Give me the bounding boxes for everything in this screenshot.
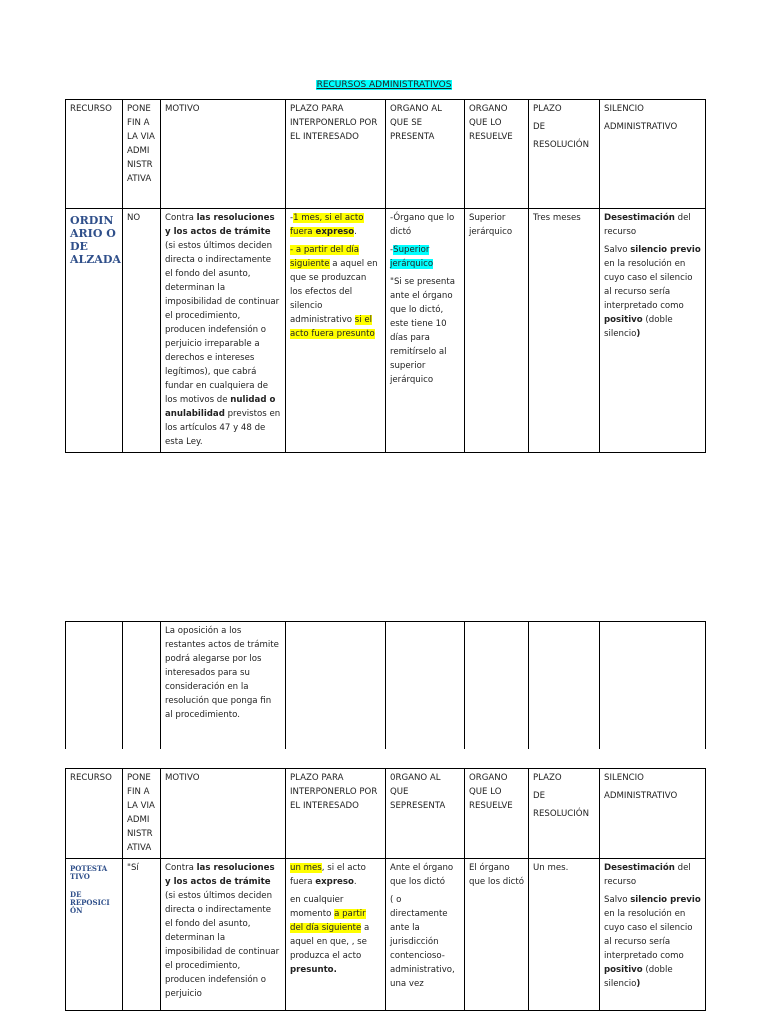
plazo-text: en cualquier momento <box>290 895 344 919</box>
header-motivo: MOTIVO <box>161 769 286 859</box>
silencio-bold: positivo <box>604 965 643 975</box>
cell-silencio-empty <box>600 622 706 750</box>
silencio-text: (doble silencio <box>604 965 673 989</box>
header-plazo-res-line3: RESOLUCIÓN <box>533 140 589 150</box>
table-row-continuation <box>66 622 706 750</box>
plazo-dot: . <box>353 877 357 887</box>
header-plazo-res-line2: DE <box>533 791 546 801</box>
silencio-bold: silencio previo <box>630 245 701 255</box>
plazo-highlight: - a partir del día siguiente <box>290 245 360 269</box>
silencio-text: en la resolución en cuyo caso el silencio al recurso sería interpretado como <box>604 259 693 311</box>
header-motivo: MOTIVO <box>161 100 286 209</box>
plazo-bold: expreso <box>312 227 355 237</box>
header-row <box>66 769 706 859</box>
plazo-presunto <box>290 243 381 341</box>
silencio-bold: ) <box>636 979 641 989</box>
silencio-text: en la resolución en cuyo caso el silencio al recurso sería interpretado como <box>604 909 693 961</box>
header-plazo-res-line1: PLAZO <box>533 773 562 783</box>
header-plazo-interponer: PLAZO PARA INTERPONERLO POR EL INTERESADO <box>286 100 386 209</box>
silencio-bold: ) <box>636 329 641 339</box>
header-plazo-res-line2: DE <box>533 122 546 132</box>
silencio-bold: Desestimación <box>604 213 675 223</box>
plazo-presunto <box>290 893 381 977</box>
header-plazo-resolucion <box>529 100 600 209</box>
motivo-bold: las resoluciones y los actos de trámite <box>165 863 275 887</box>
cell-motivo <box>161 209 286 453</box>
cell-motivo <box>161 859 286 1011</box>
organo-line2: ( o directamente ante la jurisdicción contencioso-administrativo, una vez <box>390 895 455 989</box>
plazo-dash: - <box>290 213 294 223</box>
recursos-table-alzada <box>65 99 706 453</box>
cell-recurso-empty <box>66 622 123 750</box>
header-organo-presenta: ORGANO AL QUE SE PRESENTA <box>386 100 465 209</box>
silencio-salvo <box>604 893 701 991</box>
plazo-expreso <box>290 211 381 239</box>
plazo-highlight: 1 mes, si el acto fuera <box>290 213 364 237</box>
cell-silencio <box>600 859 706 1011</box>
header-organo-resuelve: ORGANO QUE LO RESUELVE <box>465 100 529 209</box>
header-plazo-res-line1: PLAZO <box>533 104 562 114</box>
cell-organo-presenta <box>386 209 465 453</box>
header-plazo-interponer: PLAZO PARA INTERPONERLO POR EL INTERESADO <box>286 769 386 859</box>
motivo-text: (si estos últimos deciden directa o indirectamente el fondo del asunto, determinan la imposibilidad de continuar el procedimiento, producen indefensión o perjuicio <box>165 891 280 999</box>
header-silencio-line1: SILENCIO <box>604 104 644 114</box>
silencio-text: (doble silencio <box>604 315 673 339</box>
cell-recurso <box>66 209 123 453</box>
plazo-text: , si el acto fuera <box>290 863 366 887</box>
table-row-reposicion <box>66 859 706 1011</box>
cell-plazo <box>286 209 386 453</box>
plazo-bold: presunto. <box>290 965 337 975</box>
recursos-table-continuation <box>65 621 706 749</box>
page-title <box>0 80 768 91</box>
silencio-bold: positivo <box>604 315 643 325</box>
recurso-name-line1: POTESTA TIVO <box>70 864 108 881</box>
organo-superior <box>390 243 460 271</box>
header-organo-resuelve: ORGANO QUE LO RESUELVE <box>465 769 529 859</box>
header-recurso: RECURSO <box>66 769 123 859</box>
motivo-text: (si estos últimos deciden directa o indirectamente el fondo del asunto, determinan la imposibilidad de continuar el procedimiento, producen indefensión o perjuicio irreparable a derechos e intereses legítimos), que cabrá fundar en cualquiera de los motivos de <box>165 241 280 405</box>
plazo-expreso <box>290 861 381 889</box>
header-silencio-line2: ADMINISTRATIVO <box>604 791 678 801</box>
header-silencio-line1: SILENCIO <box>604 773 644 783</box>
header-silencio <box>600 100 706 209</box>
title-text: RECURSOS ADMINISTRATIVOS <box>316 80 452 90</box>
organo-highlight: Superior jerárquico <box>390 245 434 269</box>
header-organo-presenta: 0RGANO AL QUE SEPRESENTA <box>386 769 465 859</box>
cell-organo-presenta-empty <box>386 622 465 750</box>
silencio-bold: Desestimación <box>604 863 675 873</box>
cell-plazo-resolucion: Un mes. <box>529 859 600 1011</box>
table-row-alzada <box>66 209 706 453</box>
header-pone-fin: PONE FIN A LA VIA ADMI NISTR ATIVA <box>123 100 161 209</box>
cell-pone-fin: NO <box>123 209 161 453</box>
cell-silencio <box>600 209 706 453</box>
cell-plazo-resolucion-empty <box>529 622 600 750</box>
plazo-highlight: un mes <box>290 863 322 873</box>
silencio-desestimacion <box>604 861 701 889</box>
plazo-dot: . <box>354 227 357 237</box>
cell-pone-fin: "Sí <box>123 859 161 1011</box>
header-pone-fin: PONE FIN A LA VIA ADMI NISTR ATIVA <box>123 769 161 859</box>
cell-organo-resuelve: Superior jerárquico <box>465 209 529 453</box>
silencio-text: del recurso <box>604 863 691 887</box>
recurso-name: ORDIN ARIO O DE ALZADA <box>70 214 121 266</box>
cell-organo-resuelve-empty <box>465 622 529 750</box>
header-silencio-line2: ADMINISTRATIVO <box>604 122 678 132</box>
organo-note: "Si se presenta ante el órgano que lo dictó, este tiene 10 días para remitírselo al superior jerárquico <box>390 277 455 385</box>
motivo-text: Contra <box>165 863 197 873</box>
motivo-text: Contra <box>165 213 197 223</box>
cell-plazo <box>286 859 386 1011</box>
cell-organo-resuelve: El órgano que los dictó <box>465 859 529 1011</box>
silencio-bold: silencio previo <box>630 895 701 905</box>
cell-recurso <box>66 859 123 1011</box>
header-plazo-resolucion <box>529 769 600 859</box>
plazo-bold: expreso <box>315 877 354 887</box>
header-recurso: RECURSO <box>66 100 123 209</box>
recursos-table-reposicion <box>65 768 706 1011</box>
header-row <box>66 100 706 209</box>
cell-plazo-empty <box>286 622 386 750</box>
plazo-text: a aquel en que se produzcan los efectos del silencio administrativo <box>290 259 378 325</box>
silencio-text: Salvo <box>604 895 631 905</box>
motivo-bold: nulidad o anulabilidad <box>165 395 276 419</box>
organo-line1: -Órgano que lo dictó <box>390 213 455 237</box>
plazo-highlight: a partir del día siguiente <box>290 909 366 933</box>
organo-dash: - <box>390 245 394 255</box>
cell-plazo-resolucion: Tres meses <box>529 209 600 453</box>
organo-line1: Ante el órgano que los dictó <box>390 863 454 887</box>
silencio-salvo <box>604 243 701 341</box>
silencio-desestimacion <box>604 211 701 239</box>
plazo-text: a aquel en que, , se produzca el acto <box>290 923 370 961</box>
motivo-text: previstos en los artículos 47 y 48 de esta Ley. <box>165 409 281 447</box>
silencio-text: del recurso <box>604 213 691 237</box>
cell-pone-fin-empty <box>123 622 161 750</box>
silencio-text: Salvo <box>604 245 631 255</box>
header-silencio <box>600 769 706 859</box>
recurso-name-line2: DE REPOSICI ÓN <box>70 890 110 915</box>
motivo-bold: las resoluciones y los actos de trámite <box>165 213 275 237</box>
cell-organo-presenta <box>386 859 465 1011</box>
header-plazo-res-line3: RESOLUCIÓN <box>533 809 589 819</box>
cell-motivo-continuation: La oposición a los restantes actos de trámite podrá alegarse por los interesados para su consideración en la resolución que ponga fin al procedimiento. <box>161 622 286 750</box>
plazo-highlight: si el acto fuera presunto <box>290 315 375 339</box>
